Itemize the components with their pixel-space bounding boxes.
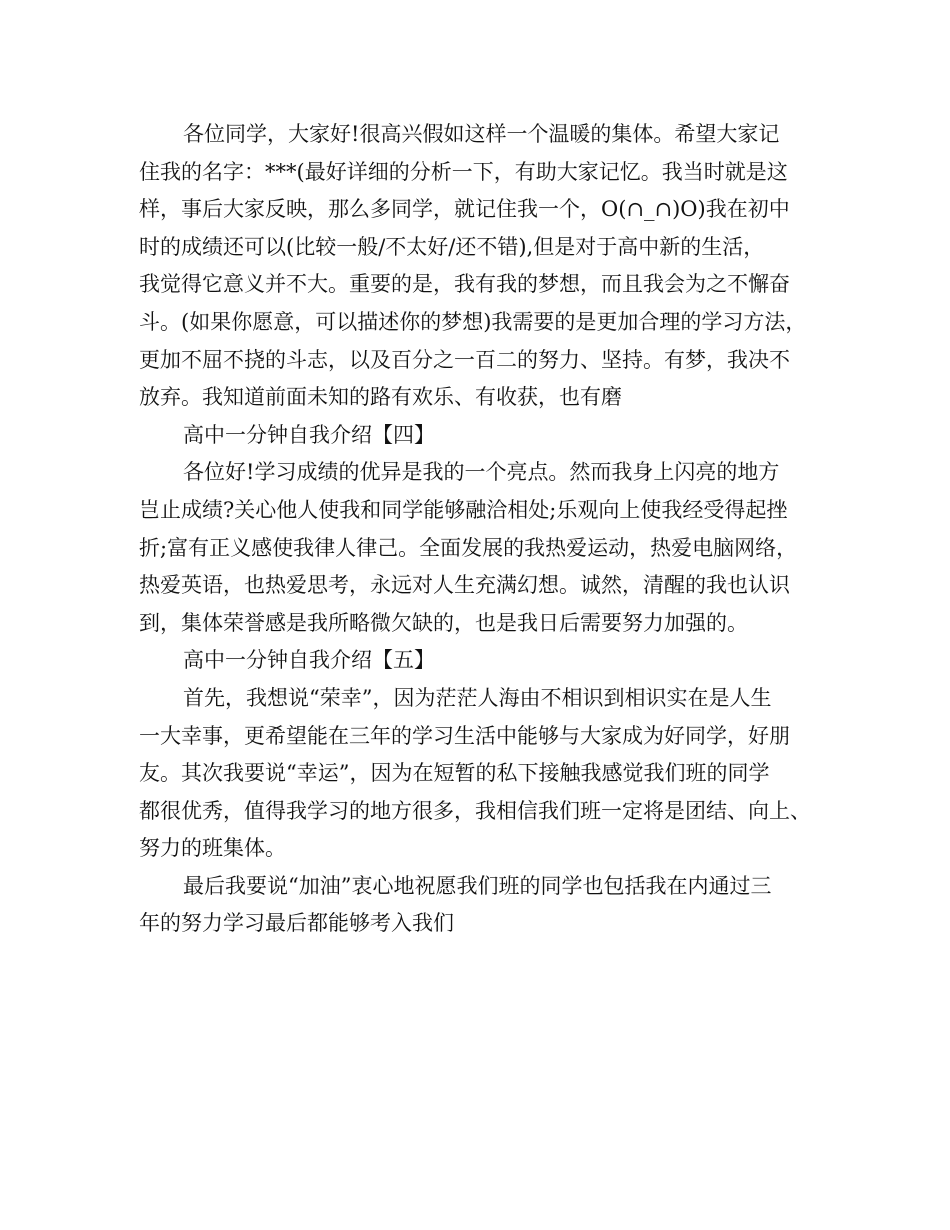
text-line: 年的努力学习最后都能够考入我们 [139,911,454,936]
text-line: 到，集体荣誉感是我所略微欠缺的，也是我日后需要努力加强的。 [139,610,748,635]
text-line: 努力的班集体。 [139,836,286,861]
text-line: 都很优秀，值得我学习的地方很多，我相信我们班一定将是团结、向上、 [139,798,811,823]
text-line: 折;富有正义感使我律人律己。全面发展的我热爱运动，热爱电脑网络， [139,535,798,560]
text-line: 最后我要说“加油”衷心地祝愿我们班的同学也包括我在内通过三 [183,873,772,898]
text-line: 样，事后大家反映，那么多同学，就记住我一个，O(∩_∩)O)我在初中 [139,197,790,222]
text-line: 住我的名字：***(最好详细的分析一下，有助大家记忆。我当时就是这 [139,159,788,184]
text-line: 各位好!学习成绩的优异是我的一个亮点。然而我身上闪亮的地方 [183,460,780,485]
text-line: 时的成绩还可以(比较一般/不太好/还不错),但是对于高中新的生活， [139,234,765,259]
text-line: 斗。(如果你愿意，可以描述你的梦想)我需要的是更加合理的学习方法， [139,309,807,334]
text-line: 热爱英语，也热爱思考，永远对人生充满幻想。诚然，清醒的我也认识 [139,573,790,598]
text-line: 各位同学，大家好!很高兴假如这样一个温暖的集体。希望大家记 [183,122,780,146]
text-line: 高中一分钟自我介绍【五】 [183,648,435,673]
text-line: 我觉得它意义并不大。重要的是，我有我的梦想，而且我会为之不懈奋 [139,272,790,297]
text-line: 一大幸事，更希望能在三年的学习生活中能够与大家成为好同学，好朋 [139,723,790,748]
text-line: 友。其次我要说“幸运”，因为在短暂的私下接触我感觉我们班的同学 [139,761,770,786]
text-line: 高中一分钟自我介绍【四】 [183,422,435,447]
text-line: 岂止成绩?关心他人使我和同学能够融洽相处;乐观向上使我经受得起挫 [139,497,788,522]
text-line: 更加不屈不挠的斗志，以及百分之一百二的努力、坚持。有梦，我决不 [139,347,790,372]
text-line: 放弃。我知道前面未知的路有欢乐、有收获，也有磨 [139,385,622,410]
text-line: 首先，我想说“荣幸”，因为茫茫人海由不相识到相识实在是人生 [183,685,772,710]
document-body [139,116,829,943]
